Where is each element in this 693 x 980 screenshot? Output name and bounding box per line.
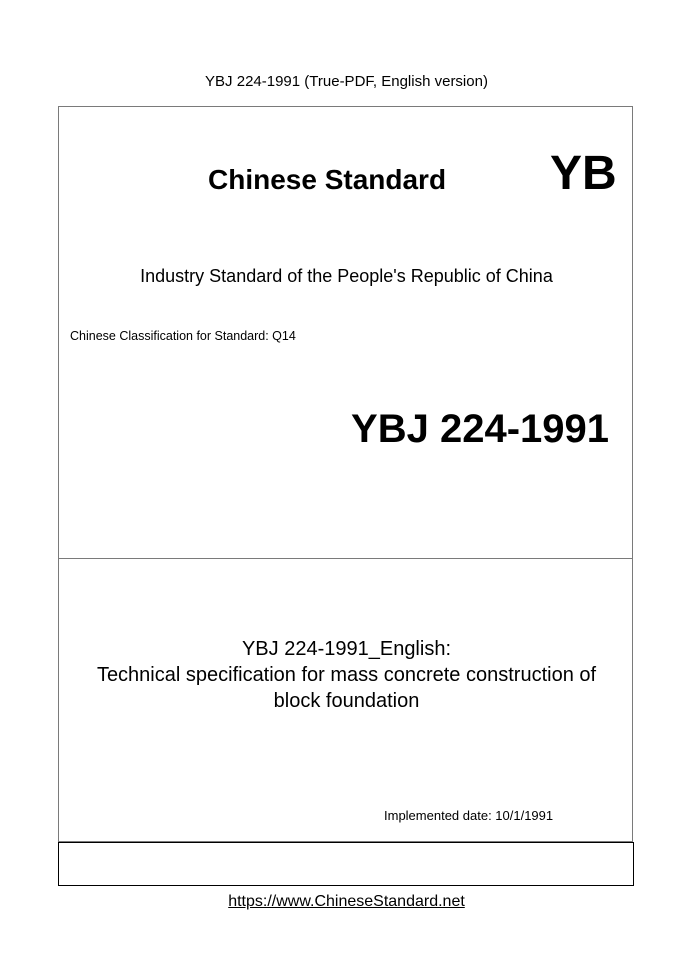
standard-type-title: Chinese Standard — [208, 164, 447, 195]
implemented-date: Implemented date: 10/1/1991 — [384, 808, 554, 823]
cover-footer-box — [58, 842, 634, 886]
footer — [0, 892, 693, 912]
website-link[interactable]: https://www.ChineseStandard.net — [228, 893, 465, 910]
title-line-2: Technical specification for mass concrete construction of — [96, 664, 597, 686]
document-number: YBJ 224-1991 — [351, 407, 609, 451]
page-header: YBJ 224-1991 (True-PDF, English version) — [205, 73, 488, 90]
category-code: YB — [550, 147, 617, 200]
classification-line: Chinese Classification for Standard: Q14 — [70, 329, 296, 343]
issuing-body: Industry Standard of the People's Republic of China — [140, 266, 553, 286]
title-line-1: YBJ 224-1991_English: — [241, 638, 452, 660]
document-title — [60, 636, 633, 714]
title-line-3: block foundation — [273, 690, 420, 712]
